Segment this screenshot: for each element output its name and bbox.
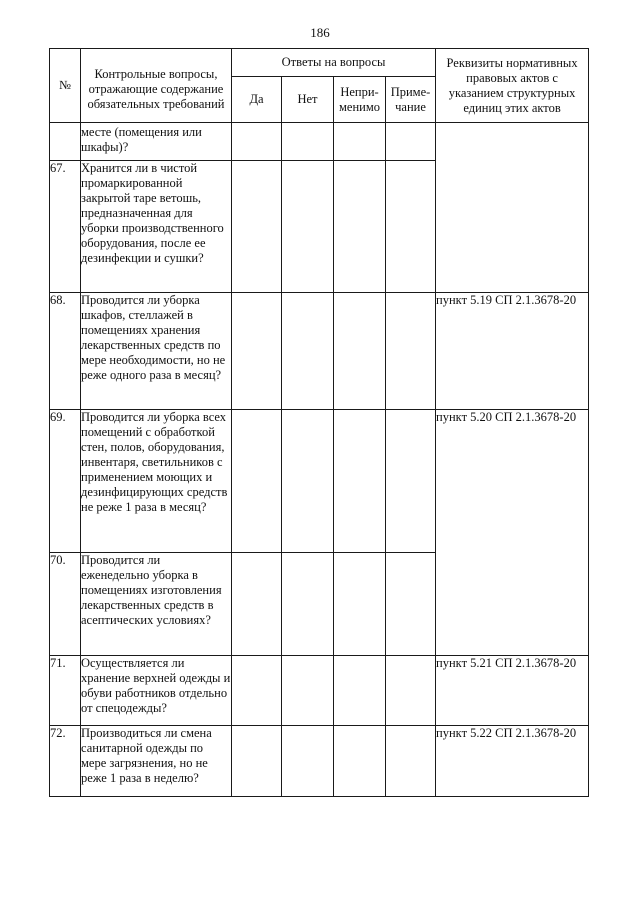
header-not-applicable: Непри-менимо <box>334 77 386 123</box>
answer-note-cell <box>386 726 436 797</box>
row-question: Проводится ли еженедельно уборка в помещениях изготовления лекарственных средств в асептических условиях? <box>81 553 232 656</box>
answer-note-cell <box>386 410 436 553</box>
checklist-table <box>49 48 589 797</box>
answer-no-cell <box>282 161 334 293</box>
row-question: Производиться ли смена санитарной одежды по мере загрязнения, но не реже 1 раза в неделю? <box>81 726 232 797</box>
answer-not-applicable-cell <box>334 410 386 553</box>
header-note: Приме-чание <box>386 77 436 123</box>
row-question: Проводится ли уборка всех помещений с обработкой стен, полов, оборудования, инвентаря, светильников с применением моющих и дезинфицирующих средств не реже 1 раза в месяц? <box>81 410 232 553</box>
answer-yes-cell <box>232 161 282 293</box>
answer-note-cell <box>386 123 436 161</box>
row-question: месте (помещения или шкафы)? <box>81 123 232 161</box>
table-row <box>50 410 589 553</box>
row-reference <box>436 123 589 293</box>
answer-note-cell <box>386 553 436 656</box>
row-reference: пункт 5.21 СП 2.1.3678-20 <box>436 656 589 726</box>
answer-no-cell <box>282 656 334 726</box>
page-number: 186 <box>310 25 330 40</box>
header-requisites: Реквизиты нормативных правовых актов с указанием структурных единиц этих актов <box>436 49 589 123</box>
answer-not-applicable-cell <box>334 726 386 797</box>
header-answers: Ответы на вопросы <box>232 49 436 77</box>
row-number: 71. <box>50 656 81 726</box>
answer-not-applicable-cell <box>334 293 386 410</box>
answer-no-cell <box>282 293 334 410</box>
answer-not-applicable-cell <box>334 553 386 656</box>
row-reference: пункт 5.19 СП 2.1.3678-20 <box>436 293 589 410</box>
row-number: 67. <box>50 161 81 293</box>
answer-no-cell <box>282 553 334 656</box>
header-no: Нет <box>282 77 334 123</box>
answer-note-cell <box>386 656 436 726</box>
row-number: 68. <box>50 293 81 410</box>
answer-yes-cell <box>232 656 282 726</box>
answer-yes-cell <box>232 123 282 161</box>
answer-yes-cell <box>232 293 282 410</box>
row-reference: пункт 5.20 СП 2.1.3678-20 <box>436 410 589 656</box>
row-question: Хранится ли в чистой промаркированной закрытой таре ветошь, предназначенная для уборки производственного оборудования, после ее дезинфекции и сушки? <box>81 161 232 293</box>
header-row-1 <box>50 49 589 77</box>
answer-no-cell <box>282 410 334 553</box>
answer-not-applicable-cell <box>334 161 386 293</box>
answer-not-applicable-cell <box>334 123 386 161</box>
answer-yes-cell <box>232 410 282 553</box>
header-num: № <box>50 49 81 123</box>
row-reference: пункт 5.22 СП 2.1.3678-20 <box>436 726 589 797</box>
table-row <box>50 293 589 410</box>
table-row <box>50 123 589 161</box>
row-question: Осуществляется ли хранение верхней одежды и обуви работников отдельно от спецодежды? <box>81 656 232 726</box>
row-number: 70. <box>50 553 81 656</box>
row-number: 72. <box>50 726 81 797</box>
answer-yes-cell <box>232 726 282 797</box>
header-yes: Да <box>232 77 282 123</box>
answer-yes-cell <box>232 553 282 656</box>
answer-not-applicable-cell <box>334 656 386 726</box>
table-row <box>50 726 589 797</box>
answer-note-cell <box>386 161 436 293</box>
row-question: Проводится ли уборка шкафов, стеллажей в помещениях хранения лекарственных средств по мере необходимости, но не реже одного раза в месяц? <box>81 293 232 410</box>
answer-note-cell <box>386 293 436 410</box>
table-row <box>50 656 589 726</box>
row-number: 69. <box>50 410 81 553</box>
answer-no-cell <box>282 726 334 797</box>
answer-no-cell <box>282 123 334 161</box>
row-number <box>50 123 81 161</box>
header-question: Контрольные вопросы, отражающие содержание обязательных требований <box>81 49 232 123</box>
